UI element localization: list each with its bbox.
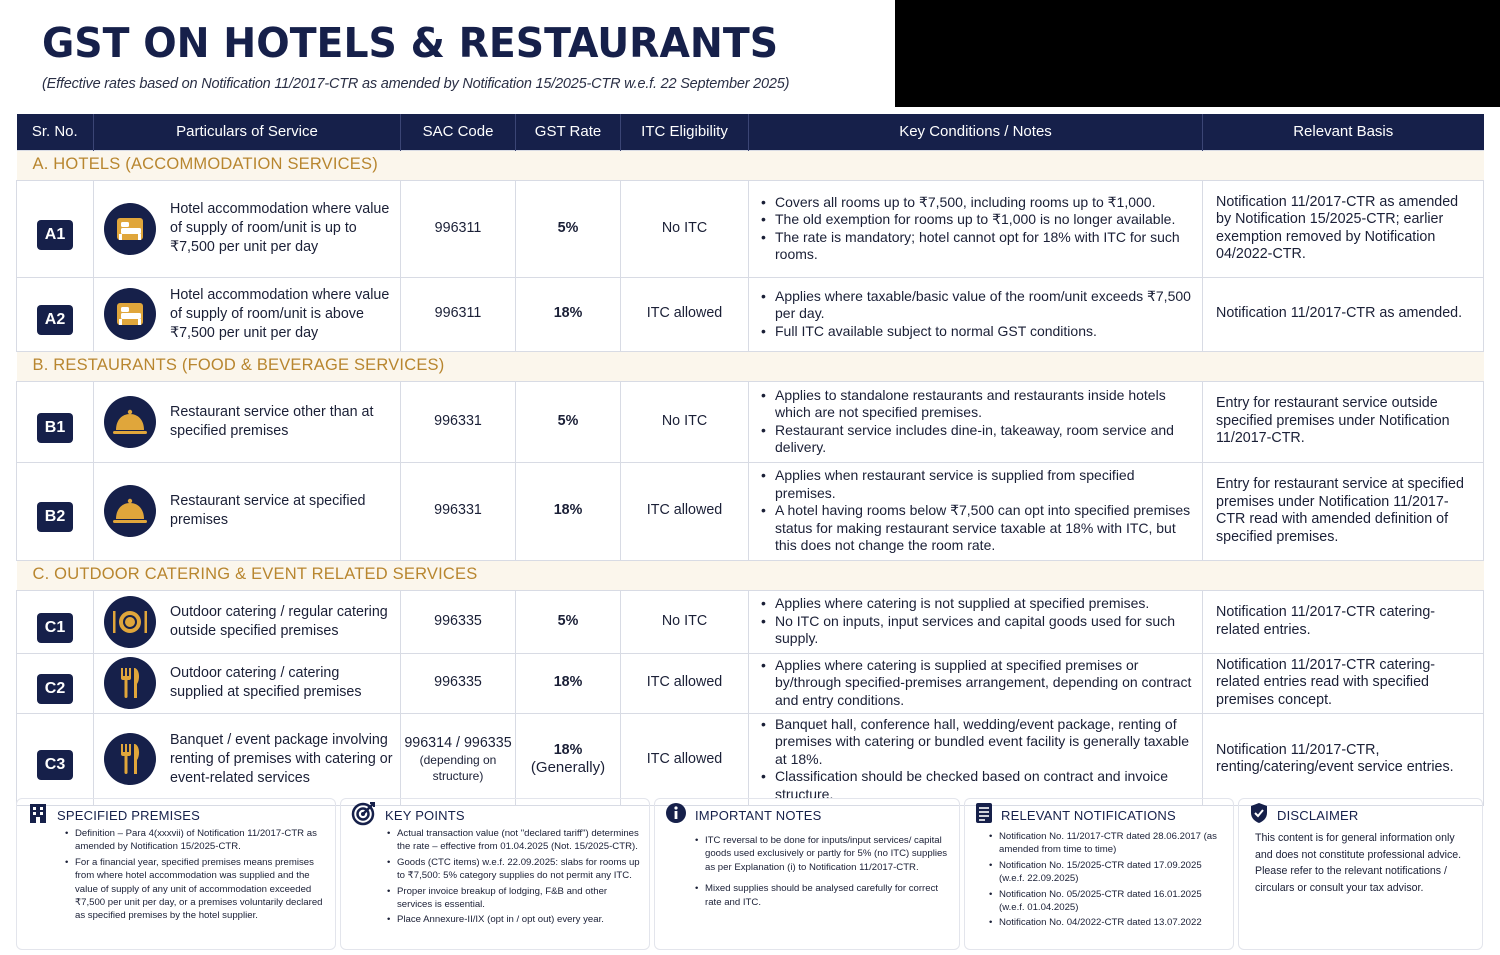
notes-list <box>759 595 1196 648</box>
particulars-cell <box>94 462 401 560</box>
black-redaction-block <box>895 0 1500 107</box>
col-header-gst-rate: GST Rate <box>516 114 621 150</box>
itc-eligibility: No ITC <box>661 412 708 429</box>
col-header-sr-no: Sr. No. <box>17 114 94 150</box>
relevant-notifications-box <box>964 798 1234 950</box>
note-item: • Restaurant service includes dine-in, takeaway, room service and delivery. <box>759 422 1196 457</box>
table-row <box>17 180 1484 277</box>
hotel-bed-icon <box>104 288 156 340</box>
list-item: • Goods (CTC items) w.e.f. 22.09.2025: slabs for rooms up to ₹7,500: 5% category supplies do not permit any ITC. <box>387 856 641 883</box>
particulars-text: Restaurant service at specified premises <box>170 493 366 528</box>
section-title: B. RESTAURANTS (FOOD & BEVERAGE SERVICES) <box>17 351 1484 381</box>
table-header-row <box>17 114 1484 150</box>
basis-text: Notification 11/2017-CTR catering-related entries. <box>1216 604 1436 638</box>
note-item: • The old exemption for rooms up to ₹1,000 is no longer available. <box>759 211 1196 229</box>
food-cloche-icon <box>104 485 156 537</box>
basis-text: Notification 11/2017-CTR as amended. <box>1216 305 1463 322</box>
sac-cell <box>401 462 516 560</box>
info-icon <box>665 802 687 829</box>
sac-code: 996311 <box>434 219 482 236</box>
notes-list <box>759 657 1196 710</box>
particulars-cell <box>94 713 401 806</box>
list-item: • Mixed supplies should be analysed carefully for correct rate and ITC. <box>695 882 951 909</box>
col-header-basis: Relevant Basis <box>1203 114 1484 150</box>
sr-badge: B1 <box>37 413 73 443</box>
itc-cell <box>621 381 749 462</box>
sac-cell <box>401 277 516 351</box>
itc-eligibility: No ITC <box>661 219 708 236</box>
itc-cell <box>621 277 749 351</box>
table-row <box>17 653 1484 713</box>
table-row <box>17 381 1484 462</box>
note-item: • Banquet hall, conference hall, wedding/event package, renting of premises with catering or bundled event facility is generally taxable at 18%. <box>759 716 1196 769</box>
basis-text: Notification 11/2017-CTR catering-related entries read with specified premises concept. <box>1216 656 1436 708</box>
rate-cell <box>516 713 621 806</box>
building-icon <box>27 802 49 829</box>
note-item: • Classification should be checked based on contract and invoice structure. <box>759 768 1196 803</box>
particulars-text: Banquet / event package involving renting of premises with catering or event-related services <box>170 731 393 786</box>
sac-cell <box>401 653 516 713</box>
sr-cell <box>17 653 94 713</box>
key-points-box <box>340 798 650 950</box>
table-row <box>17 590 1484 653</box>
sr-cell <box>17 277 94 351</box>
important-notes-box <box>654 798 960 950</box>
basis-cell <box>1203 653 1484 713</box>
gst-rate: 18% <box>553 502 583 519</box>
itc-cell <box>621 590 749 653</box>
section-title: A. HOTELS (ACCOMMODATION SERVICES) <box>17 150 1484 180</box>
notes-cell <box>749 713 1203 806</box>
basis-text: Entry for restaurant service outside specified premises under Notification 11/2017-CTR. <box>1216 395 1450 447</box>
food-cloche-icon <box>104 396 156 448</box>
notes-cell <box>749 653 1203 713</box>
rate-cell <box>516 381 621 462</box>
notes-cell <box>749 277 1203 351</box>
notes-cell <box>749 462 1203 560</box>
sac-code: 996335 <box>434 612 482 629</box>
page-subtitle: (Effective rates based on Notification 11/2017-CTR as amended by Notification 15/2025-CTR w.e.f. 22 September 2025) <box>42 76 790 92</box>
basis-text: Notification 11/2017-CTR, renting/catering/event service entries. <box>1216 741 1454 776</box>
note-item: • Covers all rooms up to ₹7,500, including rooms up to ₹1,000. <box>759 194 1196 212</box>
basis-cell <box>1203 590 1484 653</box>
sac-cell <box>401 713 516 806</box>
notes-list <box>759 194 1196 264</box>
notes-list <box>759 387 1196 457</box>
notes-cell <box>749 180 1203 277</box>
sr-badge: A1 <box>37 220 73 250</box>
particulars-cell <box>94 653 401 713</box>
list-item: • Place Annexure-II/IX (opt in / opt out) every year. <box>387 913 641 926</box>
key-points-title: KEY POINTS <box>385 807 465 823</box>
basis-cell <box>1203 277 1484 351</box>
sr-cell <box>17 590 94 653</box>
hotel-bed-icon <box>104 203 156 255</box>
gst-rate: 5% <box>557 412 579 429</box>
particulars-cell <box>94 590 401 653</box>
gst-rate: 18% <box>553 674 583 691</box>
basis-cell <box>1203 381 1484 462</box>
fork-knife-icon <box>104 733 156 785</box>
notes-cell <box>749 381 1203 462</box>
itc-cell <box>621 180 749 277</box>
sr-badge: A2 <box>37 305 73 335</box>
list-item: • For a financial year, specified premises means premises from where hotel accommodation was supplied and the value of supply of any unit of accommodation exceeded ₹7,500 per unit per day, or a premises voluntarily declared as specified premises by the hotel supplier. <box>65 856 327 923</box>
note-item: • Applies where catering is supplied at specified premises or by/through specified-premises arrangement, depending on contract and entry conditions. <box>759 657 1196 710</box>
section-row <box>17 560 1484 590</box>
col-header-sac-code: SAC Code <box>401 114 516 150</box>
sr-badge: C2 <box>37 674 73 704</box>
sr-cell <box>17 713 94 806</box>
document-icon <box>975 802 993 829</box>
section-row <box>17 351 1484 381</box>
note-item: • Applies where taxable/basic value of the room/unit exceeds ₹7,500 per day. <box>759 288 1196 323</box>
disclaimer-box <box>1238 798 1483 950</box>
basis-cell <box>1203 180 1484 277</box>
list-item: • ITC reversal to be done for inputs/input services/ capital goods used exclusively or partly for 5% (no ITC) supplies as per Explanation (i) to Notification 11/2017-CTR. <box>695 834 951 874</box>
particulars-cell <box>94 180 401 277</box>
rate-cell <box>516 462 621 560</box>
page-title: GST ON HOTELS & RESTAURANTS <box>42 19 779 67</box>
section-title: C. OUTDOOR CATERING & EVENT RELATED SERVICES <box>17 560 1484 590</box>
sr-badge: B2 <box>37 502 73 532</box>
gst-rate: 5% <box>557 219 579 236</box>
rate-cell <box>516 180 621 277</box>
table-body <box>17 150 1484 806</box>
basis-text: Notification 11/2017-CTR as amended by Notification 15/2025-CTR; earlier exemption removed by Notification 04/2022-CTR. <box>1216 193 1459 262</box>
gst-rate: 18% <box>553 305 583 322</box>
specified-premises-title: SPECIFIED PREMISES <box>57 807 201 823</box>
itc-eligibility: ITC allowed <box>646 750 723 767</box>
list-item: • Proper invoice breakup of lodging, F&B and other services is essential. <box>387 885 641 912</box>
note-item: • The rate is mandatory; hotel cannot opt for 18% with ITC for such rooms. <box>759 229 1196 264</box>
notes-list <box>759 716 1196 804</box>
itc-eligibility: No ITC <box>661 612 708 629</box>
particulars-text: Hotel accommodation where value of supply of room/unit is above ₹7,500 per unit per day <box>170 286 390 341</box>
sac-code: 996331 <box>434 502 482 519</box>
table-row <box>17 713 1484 806</box>
sac-code: 996314 / 996335 <box>404 734 512 751</box>
sac-note: (depending on structure) <box>419 753 497 783</box>
particulars-text: Hotel accommodation where value of supply of room/unit is up to ₹7,500 per unit per day <box>170 201 390 255</box>
basis-cell <box>1203 713 1484 806</box>
particulars-text: Outdoor catering / regular catering outside specified premises <box>170 603 388 639</box>
notes-cell <box>749 590 1203 653</box>
rate-cell <box>516 590 621 653</box>
sr-cell <box>17 180 94 277</box>
table-row <box>17 462 1484 560</box>
list-item: • Notification No. 04/2022-CTR dated 13.07.2022 <box>989 916 1225 929</box>
section-row <box>17 150 1484 180</box>
specified-premises-box <box>16 798 336 950</box>
sac-code: 996331 <box>434 412 482 429</box>
itc-cell <box>621 462 749 560</box>
sac-code: 996335 <box>434 674 482 691</box>
note-item: • A hotel having rooms below ₹7,500 can opt into specified premises status for making restaurant service taxable at 18% with ITC, but this does not change the room rate. <box>759 502 1196 555</box>
rate-cell <box>516 653 621 713</box>
col-header-particulars: Particulars of Service <box>94 114 401 150</box>
sac-cell <box>401 180 516 277</box>
gst-rates-table <box>16 114 1484 806</box>
relevant-notifications-title: RELEVANT NOTIFICATIONS <box>1001 807 1176 823</box>
disclaimer-text: This content is for general information only and does not constitute professional advice. Please refer to the relevant notifications / circulars or consult your tax advisor. <box>1255 832 1462 894</box>
note-item: • No ITC on inputs, input services and capital goods used for such supply. <box>759 613 1196 648</box>
note-item: • Full ITC available subject to normal GST conditions. <box>759 323 1196 341</box>
sr-badge: C3 <box>37 750 73 780</box>
list-item: • Actual transaction value (not "declared tariff") determines the rate – effective from 01.04.2025 (Not. 15/2025-CTR). <box>387 827 641 854</box>
info-boxes <box>16 798 1483 950</box>
col-header-notes: Key Conditions / Notes <box>749 114 1203 150</box>
fork-knife-icon <box>104 657 156 709</box>
rate-note: (Generally) <box>530 759 606 777</box>
itc-cell <box>621 713 749 806</box>
list-item: • Notification No. 15/2025-CTR dated 17.09.2025 (w.e.f. 22.09.2025) <box>989 859 1225 886</box>
sr-badge: C1 <box>37 613 73 643</box>
itc-eligibility: ITC allowed <box>646 305 723 322</box>
page-header <box>42 18 809 92</box>
particulars-cell <box>94 381 401 462</box>
important-notes-title: IMPORTANT NOTES <box>695 807 822 823</box>
note-item: • Applies where catering is not supplied at specified premises. <box>759 595 1196 613</box>
gst-rate: 18% <box>553 741 583 758</box>
particulars-cell <box>94 277 401 351</box>
sr-cell <box>17 462 94 560</box>
note-item: • Applies when restaurant service is supplied from specified premises. <box>759 467 1196 502</box>
table-row <box>17 277 1484 351</box>
notes-list <box>759 467 1196 555</box>
shield-check-icon <box>1249 802 1269 829</box>
itc-cell <box>621 653 749 713</box>
basis-cell <box>1203 462 1484 560</box>
sr-cell <box>17 381 94 462</box>
basis-text: Entry for restaurant service at specified premises under Notification 11/2017-CTR read with amended definition of specified premises. <box>1216 476 1464 545</box>
plate-cutlery-icon <box>104 596 156 648</box>
note-item: • Applies to standalone restaurants and restaurants inside hotels which are not specified premises. <box>759 387 1196 422</box>
list-item: • Notification No. 11/2017-CTR dated 28.06.2017 (as amended from time to time) <box>989 830 1225 857</box>
col-header-itc: ITC Eligibility <box>621 114 749 150</box>
particulars-text: Outdoor catering / catering supplied at specified premises <box>170 665 362 700</box>
particulars-text: Restaurant service other than at specified premises <box>170 403 374 439</box>
itc-eligibility: ITC allowed <box>646 502 723 519</box>
itc-eligibility: ITC allowed <box>646 674 723 691</box>
target-icon <box>351 800 377 831</box>
list-item: • Definition – Para 4(xxxvii) of Notification 11/2017-CTR as amended by Notification 15/2025-CTR. <box>65 827 327 854</box>
rate-cell <box>516 277 621 351</box>
list-item: • Notification No. 05/2025-CTR dated 16.01.2025 (w.e.f. 01.04.2025) <box>989 888 1225 915</box>
gst-rate: 5% <box>557 612 579 629</box>
sac-cell <box>401 590 516 653</box>
sac-cell <box>401 381 516 462</box>
notes-list <box>759 288 1196 341</box>
sac-code: 996311 <box>434 305 482 322</box>
disclaimer-title: DISCLAIMER <box>1277 807 1359 823</box>
